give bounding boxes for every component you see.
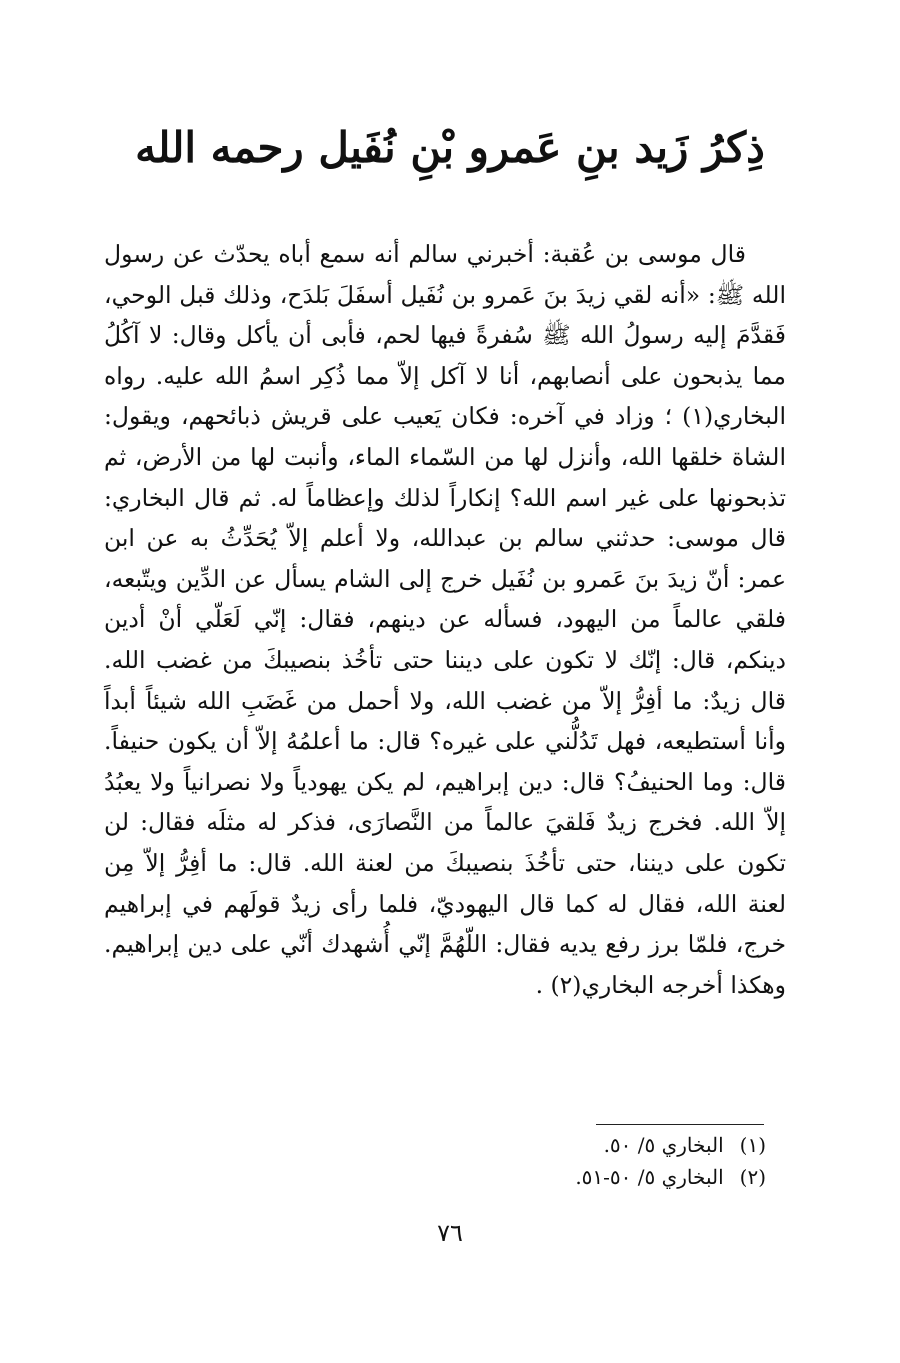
footnote-item <box>300 1161 766 1193</box>
chapter-title: ذِكرُ زَيد بنِ عَمرو بْنِ نُفَيل رحمه الله <box>135 123 765 172</box>
footnote-separator <box>596 1124 764 1125</box>
footnote-number: (٢) <box>739 1165 766 1189</box>
main-text <box>104 234 786 1005</box>
footnotes <box>300 1129 766 1193</box>
paragraph: قال موسى بن عُقبة: أخبرني سالم أنه سمع أباه يحدّث عن رسول الله ﷺ: «أنه لقي زيدَ بنَ عَمرو بن نُفَيل أسفَلَ بَلدَح، وذلك قبل الوحي، فَقدَّمَ إليه رسولُ الله ﷺ سُفرةً فيها لحم، فأبى أن يأكل وقال: لا آكُلُ مما يذبحون على أنصابهم، أنا لا آكل إلاّ مما ذُكِر اسمُ الله عليه. رواه البخاري(١) ؛ وزاد في آخره: فكان يَعيب على قريش ذبائحهم، ويقول: الشاة خلقها الله، وأنزل لها من السّماء الماء، وأنبت لها من الأرض، ثم تذبحونها على غير اسم الله؟ إنكاراً لذلك وإعظاماً له. ثم قال البخاري: قال موسى: حدثني سالم بن عبدالله، ولا أعلم إلاّ يُحَدِّثُ به عن ابن عمر: أنّ زيدَ بنَ عَمرو بن نُفَيل خرج إلى الشام يسأل عن الدِّين ويتّبعه، فلقي عالماً من اليهود، فسأله عن دينهم، فقال: إنّي لَعَلّي أنْ أدين دينكم، قال: إنّك لا تكون على ديننا حتى تأخُذ بنصيبكَ من غضب الله. قال زيدٌ: ما أفِرُّ إلاّ من غضب الله، ولا أحمل من غَضَبِ الله شيئاً أبداً وأنا أستطيعه، فهل تَدُلُّني على غيره؟ قال: ما أعلمُهُ إلاّ أن يكون حنيفاً. قال: وما الحنيفُ؟ قال: دين إبراهيم، لم يكن يهودياً ولا نصرانياً ولا يعبُدُ إلاّ الله. فخرج زيدٌ فَلقيَ عالماً من النَّصارَى، فذكر له مثلَه فقال: لن تكون على ديننا، حتى تأخُذَ بنصيبكَ من لعنة الله. قال: ما أفِرُّ إلاّ مِن لعنة الله، فقال له كما قال اليهوديّ، فلما رأى زيدٌ قولَهم في إبراهيم خرج، فلمّا برز رفع يديه فقال: اللّهُمَّ إنّي أُشهدك أنّي على دين إبراهيم. وهكذا أخرجه البخاري(٢) . <box>104 240 786 999</box>
footnote-text: البخاري ٥/ ٥٠. <box>603 1133 724 1157</box>
page-number: ٧٦ <box>437 1219 463 1247</box>
footnote-item <box>300 1129 766 1161</box>
footnote-text: البخاري ٥/ ٥٠-٥١. <box>575 1165 724 1189</box>
footnote-number: (١) <box>739 1133 766 1157</box>
